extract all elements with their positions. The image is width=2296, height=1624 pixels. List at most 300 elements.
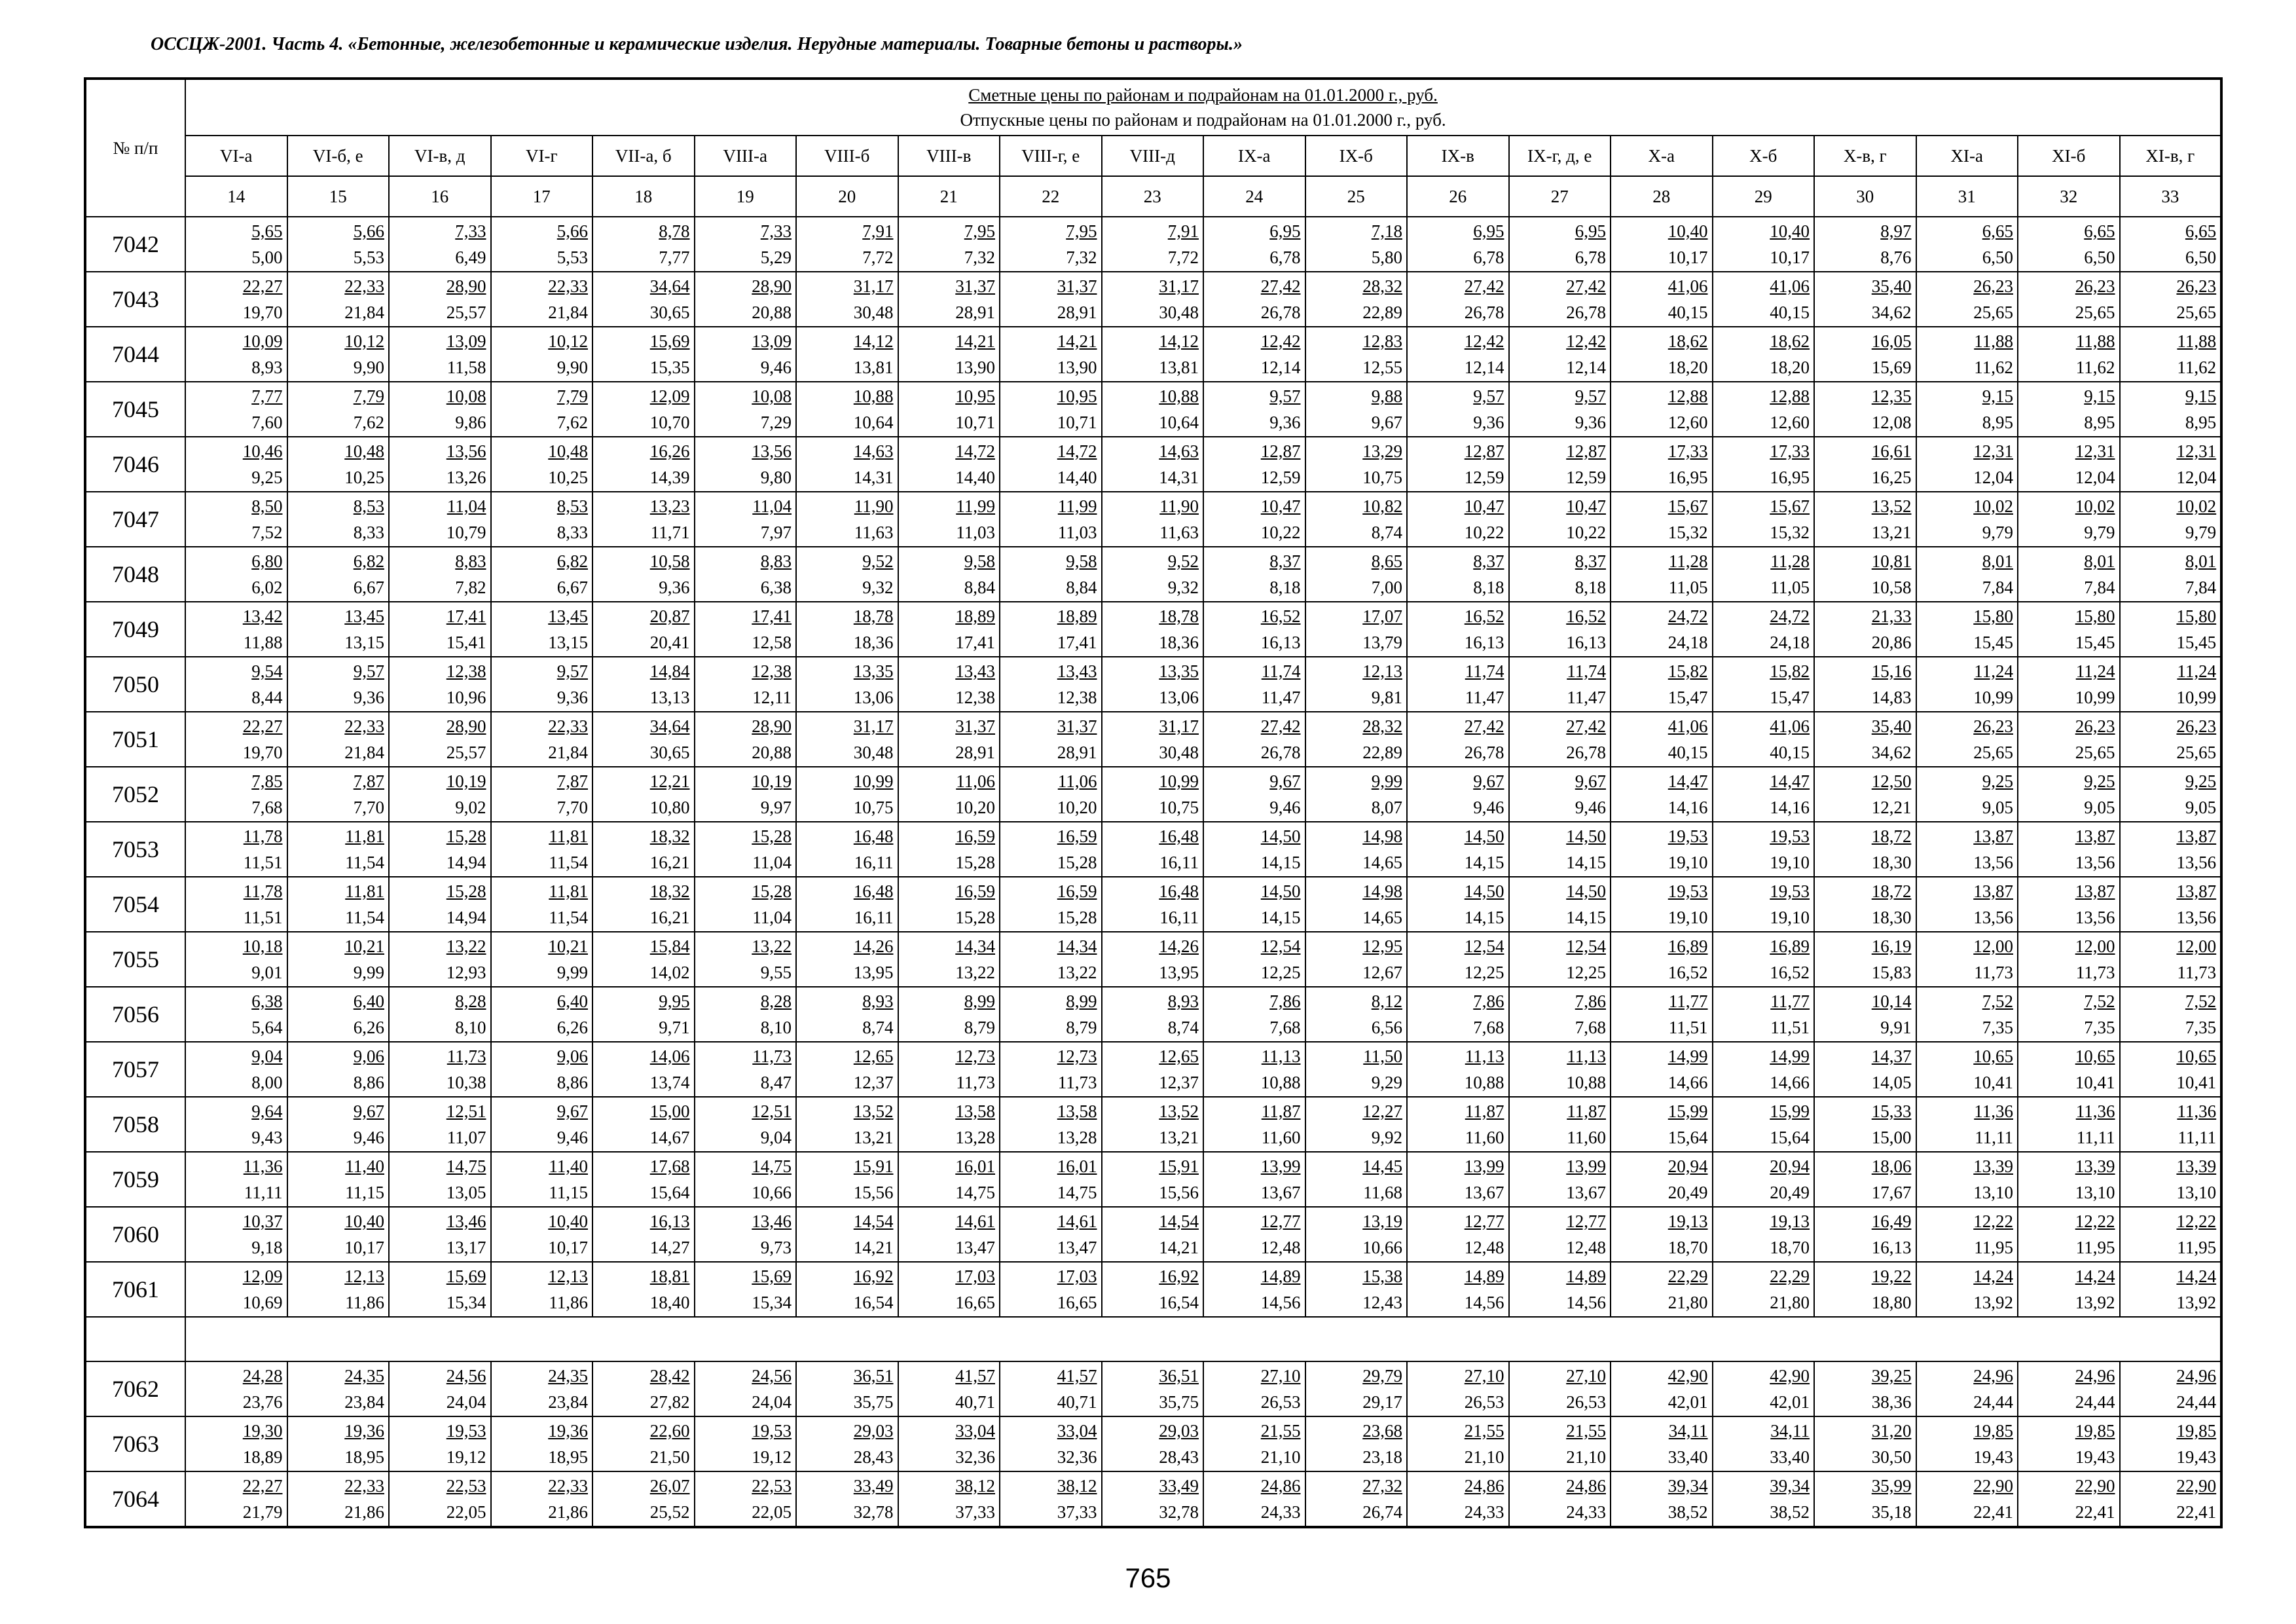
estimate-price: 18,62	[1770, 331, 1810, 351]
estimate-price: 12,88	[1667, 386, 1708, 406]
estimate-price: 33,49	[853, 1476, 894, 1496]
spacer-cell	[185, 1317, 2221, 1361]
estimate-price: 11,87	[1465, 1101, 1504, 1121]
price-cell	[592, 492, 695, 547]
price-cell	[1407, 1471, 1509, 1527]
estimate-price: 7,85	[251, 771, 283, 791]
release-price: 25,57	[446, 743, 486, 762]
price-cell	[695, 657, 797, 712]
release-price: 9,01	[251, 963, 283, 982]
district-header: VIII-а	[695, 136, 797, 176]
price-cell	[1814, 327, 1916, 382]
estimate-price: 18,06	[1871, 1156, 1912, 1176]
estimate-price: 15,80	[1973, 606, 2013, 626]
release-price: 13,74	[649, 1073, 690, 1092]
release-price: 12,59	[1464, 468, 1504, 487]
price-cell	[796, 1262, 898, 1317]
release-price: 15,34	[752, 1293, 792, 1312]
price-cell	[287, 492, 390, 547]
release-price: 9,36	[1269, 413, 1301, 432]
release-price: 6,26	[556, 1018, 588, 1037]
estimate-price: 29,03	[1159, 1421, 1199, 1441]
release-price: 12,67	[1362, 963, 1402, 982]
release-price: 15,28	[955, 853, 995, 872]
estimate-price: 16,49	[1871, 1211, 1912, 1231]
price-table	[84, 77, 2223, 1528]
price-cell	[898, 1097, 1000, 1152]
estimate-price: 11,04	[446, 496, 486, 516]
price-cell	[1305, 1471, 1408, 1527]
estimate-price: 19,13	[1770, 1211, 1810, 1231]
estimate-price: 9,25	[2084, 771, 2115, 791]
release-price: 25,65	[2075, 303, 2115, 322]
row-number: 7046	[85, 437, 185, 492]
estimate-price: 28,32	[1362, 276, 1402, 296]
release-price: 11,05	[1770, 578, 1810, 597]
price-cell	[491, 1416, 593, 1471]
price-cell	[1713, 1207, 1815, 1262]
price-cell	[2120, 437, 2222, 492]
price-cell	[1814, 492, 1916, 547]
price-cell	[796, 712, 898, 767]
district-header: XI-в, г	[2120, 136, 2222, 176]
price-cell	[695, 327, 797, 382]
release-price: 9,79	[1982, 523, 2013, 542]
price-cell	[1305, 602, 1408, 657]
district-header: IX-в	[1407, 136, 1509, 176]
release-price: 12,37	[1159, 1073, 1199, 1092]
estimate-price: 9,88	[1371, 386, 1402, 406]
release-price: 14,56	[1260, 1293, 1301, 1312]
price-cell	[1916, 712, 2018, 767]
release-price: 12,48	[1566, 1238, 1606, 1257]
price-cell	[185, 712, 287, 767]
estimate-price: 34,11	[1668, 1421, 1708, 1441]
release-price: 11,95	[2177, 1238, 2217, 1257]
release-price: 7,52	[251, 523, 283, 542]
release-price: 35,18	[1871, 1502, 1912, 1522]
estimate-price: 12,87	[1464, 441, 1504, 461]
price-cell	[1305, 1262, 1408, 1317]
estimate-price: 12,65	[853, 1046, 894, 1066]
estimate-price: 28,42	[649, 1366, 690, 1386]
release-price: 10,66	[752, 1183, 792, 1202]
release-price: 40,15	[1667, 303, 1708, 322]
estimate-price: 10,65	[2075, 1046, 2115, 1066]
price-cell	[592, 657, 695, 712]
estimate-price: 21,55	[1566, 1421, 1606, 1441]
estimate-price: 6,80	[251, 551, 283, 571]
price-cell	[1305, 272, 1408, 327]
estimate-price: 14,47	[1667, 771, 1708, 791]
estimate-price: 10,47	[1260, 496, 1301, 516]
release-price: 10,69	[242, 1293, 283, 1312]
release-price: 12,43	[1362, 1293, 1402, 1312]
price-cell	[287, 1416, 390, 1471]
estimate-price: 14,50	[1260, 881, 1301, 901]
estimate-price: 10,08	[752, 386, 792, 406]
price-cell	[1203, 877, 1305, 932]
corner-header: № п/п	[85, 79, 185, 217]
price-cell	[287, 1361, 390, 1416]
release-price: 26,53	[1260, 1392, 1301, 1412]
release-price: 30,50	[1871, 1447, 1912, 1467]
estimate-price: 11,24	[2075, 661, 2115, 681]
price-cell	[1305, 1042, 1408, 1097]
price-cell	[592, 1471, 695, 1527]
table-row	[85, 657, 2221, 712]
release-price: 16,13	[1566, 633, 1606, 652]
price-cell	[1509, 547, 1611, 602]
release-price: 6,02	[251, 578, 283, 597]
price-cell	[898, 987, 1000, 1042]
estimate-price: 10,12	[344, 331, 384, 351]
price-cell	[2120, 822, 2222, 877]
price-cell	[1509, 272, 1611, 327]
release-price: 12,55	[1362, 358, 1402, 377]
price-cell	[2018, 327, 2120, 382]
release-price: 15,32	[1667, 523, 1708, 542]
price-cell	[1000, 1471, 1102, 1527]
release-price: 24,04	[446, 1392, 486, 1412]
price-cell	[1203, 437, 1305, 492]
estimate-price: 17,03	[1057, 1266, 1097, 1286]
estimate-price: 8,78	[659, 221, 690, 241]
release-price: 30,48	[853, 743, 894, 762]
price-cell	[796, 1361, 898, 1416]
release-price: 12,93	[446, 963, 486, 982]
estimate-price: 16,26	[649, 441, 690, 461]
estimate-price: 14,98	[1362, 881, 1402, 901]
price-cell	[1509, 1361, 1611, 1416]
release-price: 13,92	[2176, 1293, 2217, 1312]
estimate-price: 7,33	[760, 221, 792, 241]
price-cell	[389, 987, 491, 1042]
price-cell	[695, 492, 797, 547]
estimate-price: 19,53	[1667, 881, 1708, 901]
price-cell	[1305, 1152, 1408, 1207]
price-cell	[1611, 272, 1713, 327]
price-cell	[1713, 1361, 1815, 1416]
price-cell	[2120, 492, 2222, 547]
district-header: X-б	[1713, 136, 1815, 176]
release-price: 32,36	[955, 1447, 995, 1467]
estimate-price: 18,32	[649, 881, 690, 901]
price-cell	[1000, 602, 1102, 657]
price-cell	[389, 1207, 491, 1262]
estimate-price: 22,29	[1667, 1266, 1708, 1286]
release-price: 11,63	[854, 523, 894, 542]
release-price: 40,15	[1770, 743, 1810, 762]
estimate-price: 14,50	[1260, 826, 1301, 846]
estimate-price: 14,26	[853, 936, 894, 956]
price-cell	[389, 382, 491, 437]
estimate-price: 9,52	[1167, 551, 1199, 571]
row-number: 7057	[85, 1042, 185, 1097]
price-cell	[2018, 932, 2120, 987]
price-cell	[2120, 877, 2222, 932]
estimate-price: 16,59	[955, 826, 995, 846]
price-cell	[1611, 767, 1713, 822]
estimate-price: 21,33	[1871, 606, 1912, 626]
release-price: 15,32	[1770, 523, 1810, 542]
price-cell	[2120, 547, 2222, 602]
release-price: 7,68	[251, 798, 283, 817]
release-price: 11,05	[1668, 578, 1708, 597]
estimate-price: 12,00	[2176, 936, 2217, 956]
release-price: 7,72	[862, 248, 894, 267]
price-cell	[1814, 1471, 1916, 1527]
estimate-price: 31,37	[1057, 716, 1097, 736]
estimate-price: 15,67	[1770, 496, 1810, 516]
release-price: 15,64	[649, 1183, 690, 1202]
estimate-price: 11,77	[1770, 991, 1810, 1011]
release-price: 18,30	[1871, 853, 1912, 872]
estimate-price: 22,33	[344, 276, 384, 296]
release-price: 13,56	[2075, 853, 2115, 872]
district-header: VIII-д	[1102, 136, 1204, 176]
release-price: 21,84	[548, 743, 588, 762]
price-cell	[1509, 1207, 1611, 1262]
estimate-price: 15,16	[1871, 661, 1912, 681]
price-cell	[287, 657, 390, 712]
release-price: 9,90	[353, 358, 384, 377]
table-row	[85, 437, 2221, 492]
price-cell	[898, 1361, 1000, 1416]
release-price: 30,65	[649, 743, 690, 762]
price-cell	[287, 987, 390, 1042]
release-price: 16,52	[1667, 963, 1708, 982]
release-price: 9,91	[1880, 1018, 1912, 1037]
estimate-price: 10,02	[2075, 496, 2115, 516]
price-cell	[592, 1361, 695, 1416]
estimate-price: 18,78	[1159, 606, 1199, 626]
price-cell	[1000, 1042, 1102, 1097]
release-price: 24,44	[1973, 1392, 2013, 1412]
price-cell	[1611, 1042, 1713, 1097]
estimate-price: 14,12	[853, 331, 894, 351]
price-cell	[1000, 1262, 1102, 1317]
release-price: 26,78	[1464, 743, 1504, 762]
price-cell	[2120, 1416, 2222, 1471]
price-cell	[2018, 1042, 2120, 1097]
table-row	[85, 492, 2221, 547]
release-price: 25,65	[2176, 303, 2217, 322]
release-price: 9,90	[556, 358, 588, 377]
estimate-price: 24,35	[548, 1366, 588, 1386]
estimate-price: 17,33	[1667, 441, 1708, 461]
price-cell	[389, 822, 491, 877]
price-cell	[1611, 1361, 1713, 1416]
release-price: 19,43	[2075, 1447, 2115, 1467]
price-cell	[1713, 327, 1815, 382]
price-cell	[1509, 492, 1611, 547]
release-price: 12,38	[1057, 688, 1097, 707]
release-price: 13,10	[2176, 1183, 2217, 1202]
price-cell	[389, 1262, 491, 1317]
table-row	[85, 767, 2221, 822]
estimate-price: 6,38	[251, 991, 283, 1011]
release-price: 10,17	[548, 1238, 588, 1257]
price-cell	[1000, 822, 1102, 877]
price-cell	[491, 822, 593, 877]
estimate-price: 33,49	[1159, 1476, 1199, 1496]
price-cell	[1102, 822, 1204, 877]
release-price: 28,91	[1057, 303, 1097, 322]
estimate-price: 19,53	[1770, 826, 1810, 846]
price-cell	[491, 712, 593, 767]
release-price: 18,30	[1871, 908, 1912, 927]
release-price: 19,10	[1770, 908, 1810, 927]
release-price: 30,48	[1159, 743, 1199, 762]
release-price: 8,93	[251, 358, 283, 377]
release-price: 7,60	[251, 413, 283, 432]
estimate-price: 9,67	[353, 1101, 384, 1121]
estimate-price: 10,18	[242, 936, 283, 956]
price-cell	[2018, 767, 2120, 822]
estimate-price: 8,28	[455, 991, 486, 1011]
estimate-price: 12,35	[1871, 386, 1912, 406]
release-price: 9,32	[862, 578, 894, 597]
estimate-price: 18,62	[1667, 331, 1708, 351]
release-price: 21,10	[1464, 1447, 1504, 1467]
release-price: 9,04	[760, 1128, 792, 1147]
release-price: 24,44	[2075, 1392, 2115, 1412]
price-cell	[1916, 327, 2018, 382]
release-price: 13,10	[1973, 1183, 2013, 1202]
estimate-price: 27,10	[1566, 1366, 1606, 1386]
release-price: 10,17	[1667, 248, 1708, 267]
release-price: 13,21	[1871, 523, 1912, 542]
price-cell	[1203, 712, 1305, 767]
estimate-price: 11,90	[854, 496, 894, 516]
release-price: 13,90	[955, 358, 995, 377]
estimate-price: 22,29	[1770, 1266, 1810, 1286]
price-cell	[1102, 547, 1204, 602]
release-price: 10,66	[1362, 1238, 1402, 1257]
price-cell	[1407, 272, 1509, 327]
release-price: 9,71	[659, 1018, 690, 1037]
price-cell	[1407, 877, 1509, 932]
estimate-price: 13,39	[2075, 1156, 2115, 1176]
price-cell	[898, 1416, 1000, 1471]
column-number: 27	[1509, 176, 1611, 217]
release-price: 9,79	[2185, 523, 2217, 542]
estimate-price: 9,57	[353, 661, 384, 681]
price-cell	[1102, 712, 1204, 767]
price-cell	[1713, 1262, 1815, 1317]
estimate-price: 14,89	[1464, 1266, 1504, 1286]
estimate-price: 8,37	[1473, 551, 1504, 571]
release-price: 11,54	[345, 908, 384, 927]
estimate-price: 6,40	[556, 991, 588, 1011]
estimate-price: 12,13	[548, 1266, 588, 1286]
estimate-price: 19,36	[548, 1421, 588, 1441]
price-cell	[491, 437, 593, 492]
price-cell	[185, 1361, 287, 1416]
price-cell	[2120, 1207, 2222, 1262]
price-cell	[2120, 602, 2222, 657]
price-cell	[1102, 1042, 1204, 1097]
price-cell	[287, 1262, 390, 1317]
estimate-price: 15,33	[1871, 1101, 1912, 1121]
price-cell	[1407, 1361, 1509, 1416]
release-price: 21,86	[344, 1502, 384, 1522]
release-price: 18,95	[344, 1447, 384, 1467]
price-cell	[1713, 877, 1815, 932]
release-price: 7,84	[1982, 578, 2013, 597]
release-price: 21,84	[344, 303, 384, 322]
release-price: 9,05	[2084, 798, 2115, 817]
price-cell	[2120, 1042, 2222, 1097]
estimate-price: 13,43	[955, 661, 995, 681]
price-cell	[389, 272, 491, 327]
column-number: 26	[1407, 176, 1509, 217]
release-price: 22,41	[2176, 1502, 2217, 1522]
estimate-price: 11,73	[446, 1046, 486, 1066]
price-cell	[2120, 1471, 2222, 1527]
table-row	[85, 327, 2221, 382]
price-cell	[796, 1416, 898, 1471]
price-cell	[796, 1152, 898, 1207]
release-price: 20,49	[1770, 1183, 1810, 1202]
estimate-price: 10,47	[1566, 496, 1606, 516]
release-price: 9,05	[2185, 798, 2217, 817]
estimate-price: 8,12	[1371, 991, 1402, 1011]
estimate-price: 12,51	[752, 1101, 792, 1121]
row-number: 7055	[85, 932, 185, 987]
price-cell	[1916, 437, 2018, 492]
price-cell	[695, 547, 797, 602]
estimate-price: 26,23	[1973, 716, 2013, 736]
release-price: 8,84	[964, 578, 995, 597]
price-cell	[2018, 1471, 2120, 1527]
estimate-price: 8,37	[1269, 551, 1301, 571]
release-price: 24,33	[1566, 1502, 1606, 1522]
estimate-price: 12,65	[1159, 1046, 1199, 1066]
column-number: 15	[287, 176, 390, 217]
release-price: 14,16	[1770, 798, 1810, 817]
estimate-price: 9,58	[1066, 551, 1097, 571]
release-price: 17,41	[955, 633, 995, 652]
price-cell	[695, 217, 797, 272]
release-price: 7,84	[2185, 578, 2217, 597]
price-cell	[491, 1097, 593, 1152]
estimate-price: 7,77	[251, 386, 283, 406]
price-cell	[695, 1042, 797, 1097]
price-cell	[1814, 1416, 1916, 1471]
release-price: 10,71	[955, 413, 995, 432]
release-price: 16,65	[955, 1293, 995, 1312]
price-cell	[695, 1262, 797, 1317]
estimate-price: 22,90	[2075, 1476, 2115, 1496]
price-cell	[1916, 1097, 2018, 1152]
price-cell	[796, 987, 898, 1042]
price-cell	[1203, 492, 1305, 547]
price-cell	[1814, 1361, 1916, 1416]
row-number: 7042	[85, 217, 185, 272]
release-price: 11,73	[1057, 1073, 1097, 1092]
estimate-price: 13,29	[1362, 441, 1402, 461]
price-cell	[1611, 877, 1713, 932]
release-price: 8,95	[2185, 413, 2217, 432]
release-price: 9,46	[760, 358, 792, 377]
estimate-price: 10,40	[548, 1211, 588, 1231]
estimate-price: 23,68	[1362, 1421, 1402, 1441]
estimate-price: 9,06	[556, 1046, 588, 1066]
price-cell	[287, 547, 390, 602]
price-cell	[2018, 602, 2120, 657]
